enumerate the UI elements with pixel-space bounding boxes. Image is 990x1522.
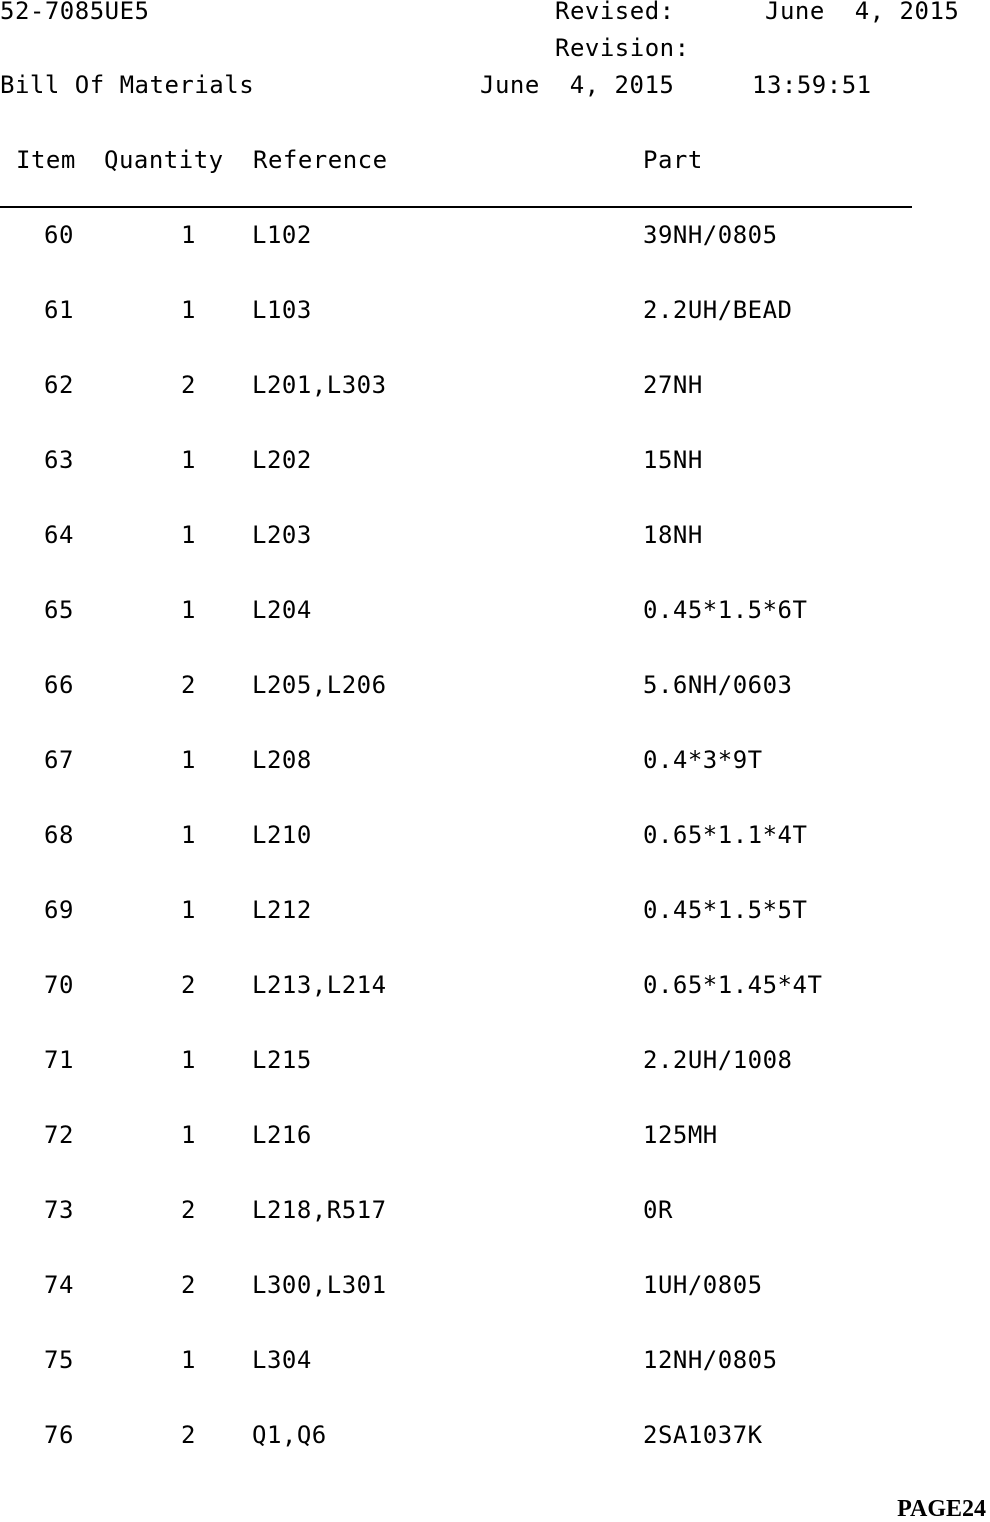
column-header-part: Part bbox=[643, 146, 703, 174]
cell-item: 63 bbox=[44, 446, 74, 474]
cell-reference: L212 bbox=[252, 896, 312, 924]
cell-part: 2.2UH/BEAD bbox=[643, 296, 793, 324]
cell-part: 15NH bbox=[643, 446, 703, 474]
cell-item: 69 bbox=[44, 896, 74, 924]
cell-reference: L202 bbox=[252, 446, 312, 474]
cell-quantity: 2 bbox=[181, 971, 196, 999]
table-row bbox=[0, 1121, 990, 1161]
cell-reference: L215 bbox=[252, 1046, 312, 1074]
cell-reference: L210 bbox=[252, 821, 312, 849]
cell-quantity: 1 bbox=[181, 746, 196, 774]
cell-item: 71 bbox=[44, 1046, 74, 1074]
table-row bbox=[0, 1046, 990, 1086]
header-divider bbox=[0, 206, 912, 208]
print-date: June 4, 2015 bbox=[480, 71, 675, 99]
cell-quantity: 1 bbox=[181, 1046, 196, 1074]
cell-reference: L204 bbox=[252, 596, 312, 624]
cell-reference: L304 bbox=[252, 1346, 312, 1374]
cell-part: 2SA1037K bbox=[643, 1421, 763, 1449]
cell-quantity: 1 bbox=[181, 1121, 196, 1149]
cell-quantity: 2 bbox=[181, 1421, 196, 1449]
cell-reference: L102 bbox=[252, 221, 312, 249]
cell-reference: L205,L206 bbox=[252, 671, 387, 699]
revised-date: June 4, 2015 bbox=[765, 0, 960, 25]
table-row bbox=[0, 821, 990, 861]
table-row bbox=[0, 1421, 990, 1461]
table-row bbox=[0, 1346, 990, 1386]
page-number: PAGE24 bbox=[897, 1496, 986, 1522]
table-row bbox=[0, 596, 990, 636]
column-header-reference: Reference bbox=[253, 146, 388, 174]
table-row bbox=[0, 1196, 990, 1236]
cell-part: 2.2UH/1008 bbox=[643, 1046, 793, 1074]
revision-label: Revision: bbox=[555, 34, 690, 62]
cell-part: 125MH bbox=[643, 1121, 718, 1149]
table-row bbox=[0, 1271, 990, 1311]
cell-item: 70 bbox=[44, 971, 74, 999]
cell-part: 12NH/0805 bbox=[643, 1346, 778, 1374]
cell-quantity: 1 bbox=[181, 521, 196, 549]
cell-quantity: 1 bbox=[181, 896, 196, 924]
table-row bbox=[0, 371, 990, 411]
print-time: 13:59:51 bbox=[752, 71, 872, 99]
table-row bbox=[0, 746, 990, 786]
cell-quantity: 1 bbox=[181, 1346, 196, 1374]
cell-quantity: 2 bbox=[181, 1196, 196, 1224]
cell-quantity: 1 bbox=[181, 221, 196, 249]
cell-reference: L208 bbox=[252, 746, 312, 774]
table-row bbox=[0, 221, 990, 261]
cell-quantity: 1 bbox=[181, 821, 196, 849]
cell-part: 0R bbox=[643, 1196, 673, 1224]
cell-reference: Q1,Q6 bbox=[252, 1421, 327, 1449]
cell-item: 61 bbox=[44, 296, 74, 324]
column-header-quantity: Quantity bbox=[104, 146, 224, 174]
table-row bbox=[0, 446, 990, 486]
cell-quantity: 1 bbox=[181, 596, 196, 624]
cell-part: 27NH bbox=[643, 371, 703, 399]
cell-item: 75 bbox=[44, 1346, 74, 1374]
table-row bbox=[0, 296, 990, 336]
cell-reference: L218,R517 bbox=[252, 1196, 387, 1224]
cell-item: 76 bbox=[44, 1421, 74, 1449]
cell-reference: L103 bbox=[252, 296, 312, 324]
cell-part: 0.65*1.45*4T bbox=[643, 971, 823, 999]
cell-part: 0.4*3*9T bbox=[643, 746, 763, 774]
cell-item: 73 bbox=[44, 1196, 74, 1224]
table-row bbox=[0, 896, 990, 936]
cell-part: 1UH/0805 bbox=[643, 1271, 763, 1299]
cell-item: 67 bbox=[44, 746, 74, 774]
table-row bbox=[0, 971, 990, 1011]
cell-reference: L203 bbox=[252, 521, 312, 549]
cell-quantity: 2 bbox=[181, 371, 196, 399]
cell-item: 62 bbox=[44, 371, 74, 399]
cell-part: 0.45*1.5*6T bbox=[643, 596, 808, 624]
revised-label: Revised: bbox=[555, 0, 675, 25]
cell-item: 72 bbox=[44, 1121, 74, 1149]
table-row bbox=[0, 521, 990, 561]
cell-quantity: 2 bbox=[181, 671, 196, 699]
cell-part: 0.65*1.1*4T bbox=[643, 821, 808, 849]
cell-part: 0.45*1.5*5T bbox=[643, 896, 808, 924]
cell-quantity: 1 bbox=[181, 446, 196, 474]
cell-item: 60 bbox=[44, 221, 74, 249]
cell-reference: L300,L301 bbox=[252, 1271, 387, 1299]
cell-part: 18NH bbox=[643, 521, 703, 549]
document-title: Bill Of Materials bbox=[0, 71, 255, 99]
cell-item: 66 bbox=[44, 671, 74, 699]
cell-reference: L216 bbox=[252, 1121, 312, 1149]
cell-part: 39NH/0805 bbox=[643, 221, 778, 249]
cell-quantity: 1 bbox=[181, 296, 196, 324]
cell-item: 64 bbox=[44, 521, 74, 549]
cell-item: 74 bbox=[44, 1271, 74, 1299]
cell-part: 5.6NH/0603 bbox=[643, 671, 793, 699]
cell-reference: L201,L303 bbox=[252, 371, 387, 399]
doc-number: 52-7085UE5 bbox=[0, 0, 150, 25]
column-header-item: Item bbox=[16, 146, 76, 174]
cell-reference: L213,L214 bbox=[252, 971, 387, 999]
table-row bbox=[0, 671, 990, 711]
cell-quantity: 2 bbox=[181, 1271, 196, 1299]
cell-item: 65 bbox=[44, 596, 74, 624]
cell-item: 68 bbox=[44, 821, 74, 849]
